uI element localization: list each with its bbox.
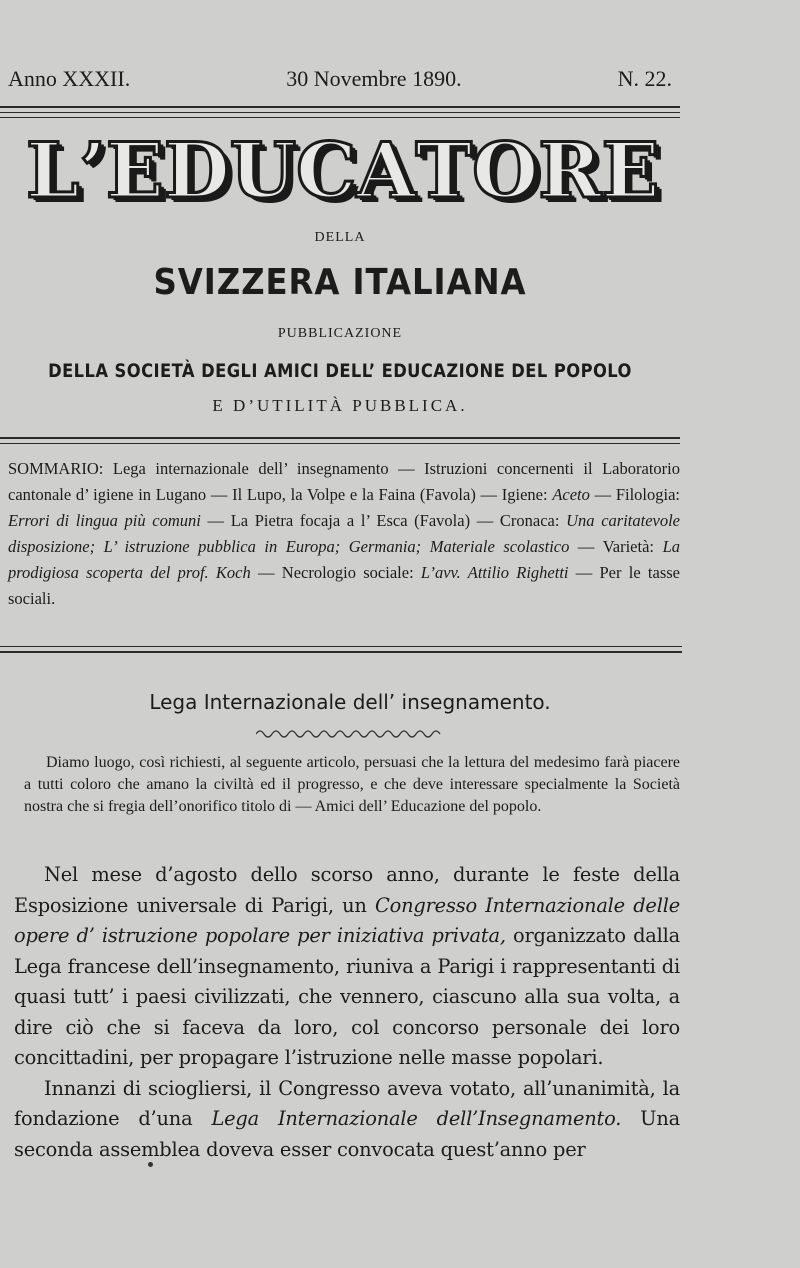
sommario-text: — Necrologio sociale: [250, 563, 421, 582]
sommario-italic: La prodigiosa scoperta del prof. Koch [8, 537, 680, 582]
paragraph-italic: Congresso Internazionale delle opere d’ istruzione popolare per iniziativa privata, [14, 893, 680, 947]
divider-rule [0, 646, 682, 647]
paragraph-text: Nel mese d’agosto dello scorso anno, durante le feste della Esposizione universale di Parigi, un [14, 863, 680, 917]
divider-rule [0, 437, 680, 439]
ink-dot [148, 1162, 153, 1167]
article-intro: Diamo luogo, così richiesti, al seguente articolo, persuasi che la lettura del medesimo farà piacere a tutti coloro che amano la civiltà ed il progresso, e che deve interessare specialmente la Società nostra che si fregia dell’onorifico titolo di — Amici dell’ Educazione del popolo. [24, 754, 680, 815]
masthead-letter: L [26, 126, 80, 215]
divider-rule [0, 117, 680, 118]
paragraph-text: Una seconda assemblea doveva esser convocata quest’anno per [14, 1107, 680, 1161]
ornament-squiggle-icon [256, 728, 446, 740]
paragraph-text: organizzato dalla Lega francese dell’insegnamento, riuniva a Parigi i rappresentanti di quasi tutt’ i paesi civilizzati, che vennero, ciascuno alla sua volta, a dire ciò che si faceva da loro, col concorso personale dei loro concittadini, per propagare l’istruzione nelle masse popolari. [14, 924, 681, 1069]
masthead-letter: U [229, 126, 297, 215]
article-body [14, 860, 680, 1165]
masthead-letter: O [472, 126, 539, 215]
subtitle-della: DELLA [314, 230, 366, 245]
masthead-letter: C [296, 126, 357, 215]
sommario-italic: Errori di lingua più comuni [8, 511, 201, 530]
divider-rule [0, 112, 680, 113]
article-paragraph [14, 1074, 680, 1166]
divider-rule [0, 106, 680, 108]
article-paragraph [14, 860, 680, 1074]
sommario-text: : Lega internazionale dell’ insegnamento — Istruzioni concernenti il Laboratorio cantonale d’ igiene in Lugano — Il Lupo, la Volpe e la Faina (Favola) — Igiene: [8, 459, 680, 504]
masthead-letter: E [601, 126, 660, 215]
sommario-italic: Una caritatevole disposizione; L’ istruzione pubblica in Europa; Germania; Materiale scolastico [8, 511, 681, 556]
sommario-italic: Aceto [552, 485, 590, 504]
masthead-letter: ’ [79, 126, 106, 215]
sommario-text: — Per le tasse sociali. [8, 563, 680, 608]
masthead-letter: A [356, 126, 416, 215]
sommario-text: — Filologia: [589, 485, 680, 504]
sommario-text: — La Pietra focaja a l’ Esca (Favola) — Cronaca: [200, 511, 567, 530]
paragraph-text: Innanzi di sciogliersi, il Congresso aveva votato, all’unanimità, la fondazione d’una [14, 1076, 680, 1130]
sommario-text: — Varietà: [569, 537, 663, 556]
issue-number: N. 22. [617, 66, 672, 91]
masthead-letter: D [163, 126, 230, 215]
sommario-italic: L’avv. Attilio Righetti [420, 563, 569, 582]
article-title: Lega Internazionale dell’ insegnamento. [149, 690, 551, 714]
masthead-letter: R [538, 126, 602, 215]
masthead-letter: E [105, 126, 164, 215]
subtitle-societa: DELLA SOCIETÀ DEGLI AMICI DELL’ EDUCAZIONE DEL POPOLO [48, 360, 632, 382]
subtitle-utilita: E D’UTILITÀ PUBBLICA. [212, 396, 468, 415]
issue-date: 30 Novembre 1890. [286, 66, 462, 91]
issue-year: Anno XXXII. [8, 66, 131, 91]
sommario-label: SOMMARIO [8, 459, 99, 478]
subtitle-pubblicazione: PUBBLICAZIONE [277, 326, 403, 341]
subtitle-svizzera-italiana: SVIZZERA ITALIANA [153, 262, 527, 303]
masthead-letter: T [415, 126, 473, 215]
table-of-contents [8, 456, 680, 612]
divider-rule [0, 443, 680, 444]
divider-rule [0, 651, 682, 653]
paragraph-italic: Lega Internazionale dell’Insegnamento. [211, 1107, 622, 1130]
masthead-title [26, 126, 660, 215]
issue-header [8, 66, 672, 92]
